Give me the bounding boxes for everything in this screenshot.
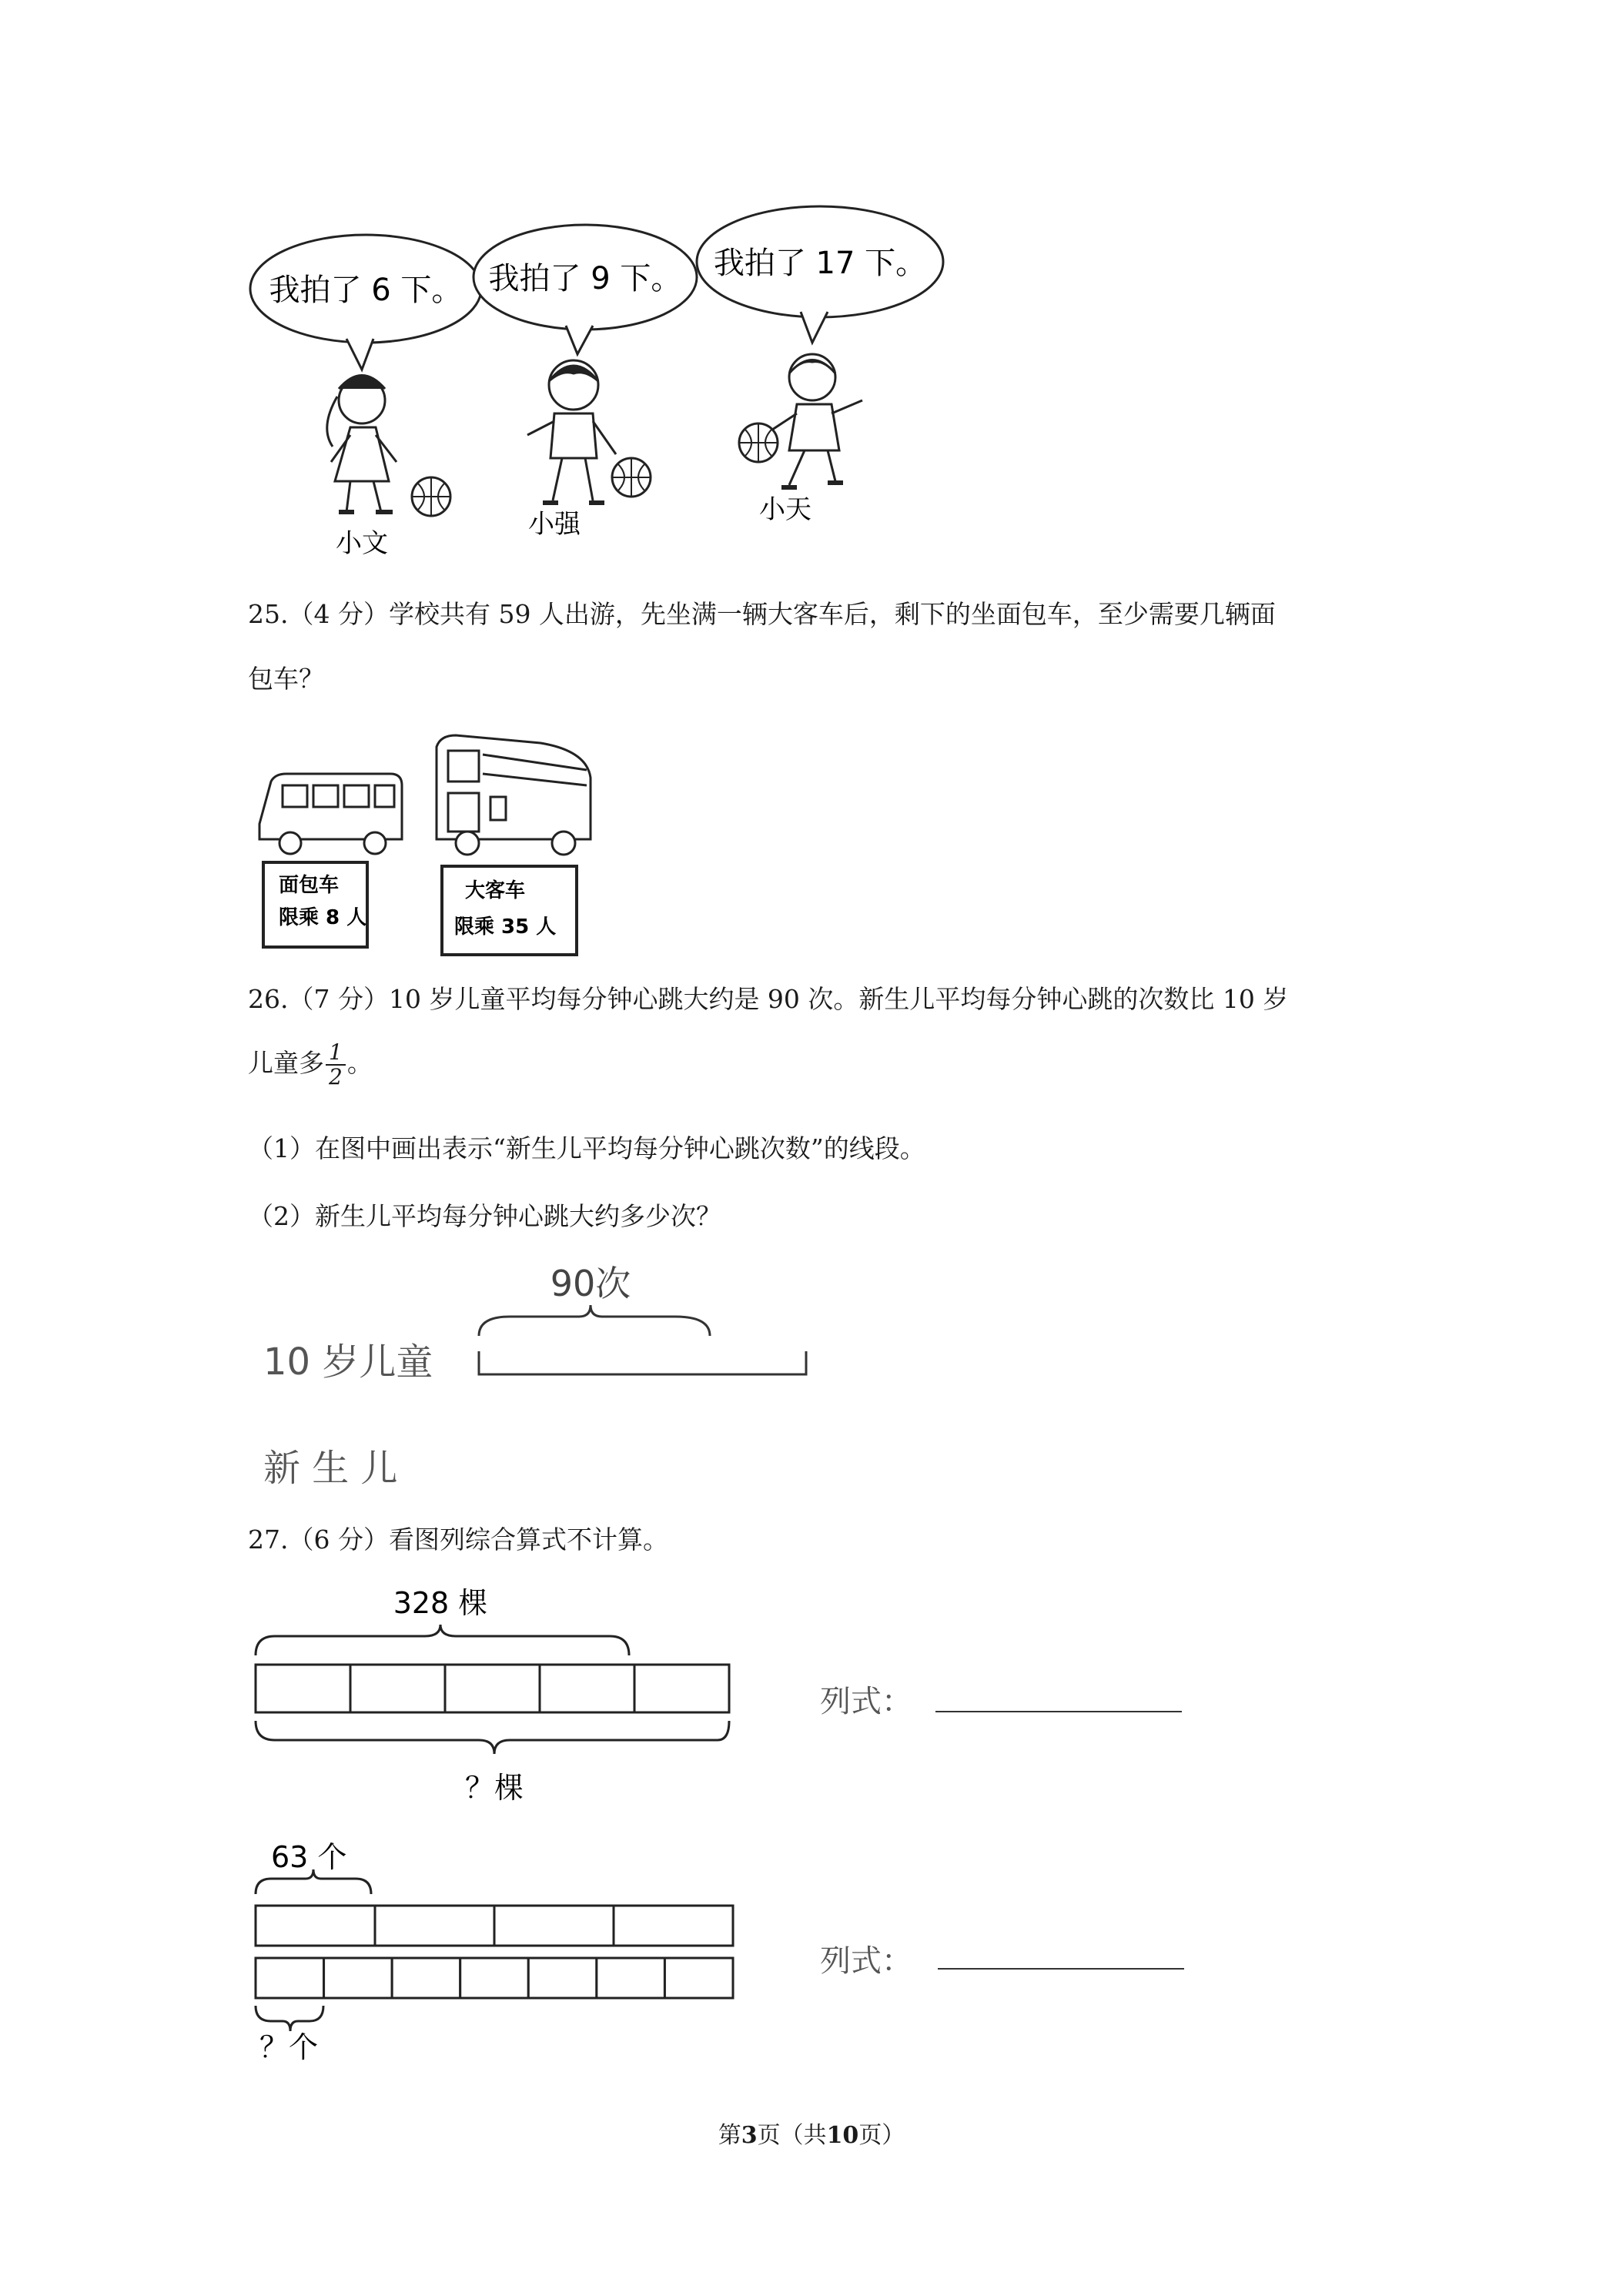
minibus-sign (263, 862, 367, 947)
q26-text-line1: 26.（7 分）10 岁儿童平均每分钟心跳大约是 90 次。新生儿平均每分钟心跳的次数比 10 岁 (248, 984, 1289, 1014)
q25-vehicle-illustration (248, 731, 602, 962)
speech-bubble-2 (474, 225, 697, 354)
d1-brace-bottom (256, 1721, 729, 1754)
q26-sub2: （2）新生儿平均每分钟心跳大约多少次？ (248, 1201, 721, 1231)
formula-answer-line-1[interactable] (935, 1711, 1182, 1712)
brace-top (479, 1305, 710, 1336)
bar-segment (350, 1665, 445, 1712)
minibus-limit: 限乘 8 人 (279, 906, 367, 929)
bus-name: 大客车 (465, 879, 526, 902)
d1-bar (256, 1665, 729, 1712)
d2-bar-row2 (256, 1958, 733, 1998)
bus-icon (437, 735, 591, 855)
speech-text-3: 我拍了 17 下。 (713, 246, 927, 281)
bar-segment (375, 1906, 494, 1946)
d2-bar-row1 (256, 1906, 733, 1946)
footer-suffix: 页） (858, 2122, 905, 2149)
bar-segment (664, 1958, 733, 1998)
d2-top-label: 63 个 (271, 1840, 347, 1874)
basketball-illustration (246, 196, 955, 566)
basketball-icon (612, 458, 651, 497)
formula-label-2: 列式： (820, 1943, 912, 1979)
speech-text-2: 我拍了 9 下。 (488, 261, 682, 296)
page-footer (0, 2116, 1623, 2150)
q27-diagram-2 (248, 1832, 771, 2071)
fraction-denominator: 2 (329, 1064, 343, 1089)
fraction-one-half (326, 1041, 346, 1089)
bus-limit: 限乘 35 人 (454, 915, 557, 939)
bar-segment (540, 1665, 634, 1712)
bar-segment (597, 1958, 665, 1998)
speech-bubble-3 (697, 206, 943, 343)
fraction-numerator: 1 (326, 1041, 346, 1066)
bar-segment (256, 1958, 324, 1998)
q27-text: 27.（6 分）看图列综合算式不计算。 (248, 1525, 668, 1555)
bar-segment (634, 1665, 729, 1712)
line-segment-10-year (479, 1351, 806, 1374)
bus-sign (442, 866, 577, 955)
minibus-name: 面包车 (279, 874, 340, 897)
bar-segment (460, 1958, 529, 1998)
child-name-3: 小天 (759, 494, 812, 525)
q25-text-line2: 包车？ (248, 664, 324, 694)
bar-segment (445, 1665, 540, 1712)
footer-page-number: 3 (741, 2122, 758, 2149)
d1-bottom-label: ？棵 (464, 1771, 524, 1805)
child-figure-3 (770, 354, 862, 487)
formula-label-1: 列式： (820, 1684, 912, 1719)
row-label-10-year: 10 岁儿童 (263, 1340, 433, 1384)
footer-prefix: 第 (718, 2122, 741, 2149)
child-figure-1 (327, 376, 397, 513)
bar-segment (614, 1906, 733, 1946)
d2-brace-bottom (256, 2006, 323, 2031)
bar-segment (528, 1958, 597, 1998)
basketball-icon (739, 423, 778, 462)
footer-mid: 页（共 (757, 2122, 827, 2149)
q26-line-diagram (248, 1251, 833, 1501)
bar-segment (494, 1906, 614, 1946)
minibus-icon (259, 774, 402, 854)
basketball-icon (412, 477, 450, 516)
speech-text-1: 我拍了 6 下。 (269, 273, 463, 308)
d1-top-label: 328 棵 (393, 1586, 488, 1620)
bar-segment (392, 1958, 460, 1998)
bar-segment (256, 1906, 375, 1946)
d1-brace-top (256, 1625, 629, 1655)
child-name-2: 小强 (528, 509, 581, 540)
q26-sub1: （1）在图中画出表示“新生儿平均每分钟心跳次数”的线段。 (248, 1133, 925, 1163)
q25-text-line1: 25.（4 分）学校共有 59 人出游，先坐满一辆大客车后，剩下的坐面包车，至少需要几辆面 (248, 599, 1276, 629)
row-label-newborn: 新 生 儿 (263, 1447, 398, 1490)
child-name-1: 小文 (336, 528, 388, 559)
diagram-label-90: 90次 (550, 1263, 631, 1304)
d2-bottom-label: ？个 (259, 2030, 319, 2064)
bar-segment (324, 1958, 393, 1998)
formula-answer-line-2[interactable] (938, 1968, 1184, 1970)
speech-bubble-1 (250, 235, 481, 370)
q26-line2-suffix: 。 (346, 1048, 373, 1078)
q26-line2-prefix: 儿童多 (248, 1048, 324, 1078)
q27-diagram-1 (248, 1578, 771, 1817)
child-figure-2 (527, 360, 616, 503)
footer-total-pages: 10 (826, 2122, 859, 2149)
q26-text-line2 (248, 1041, 373, 1089)
bar-segment (256, 1665, 350, 1712)
